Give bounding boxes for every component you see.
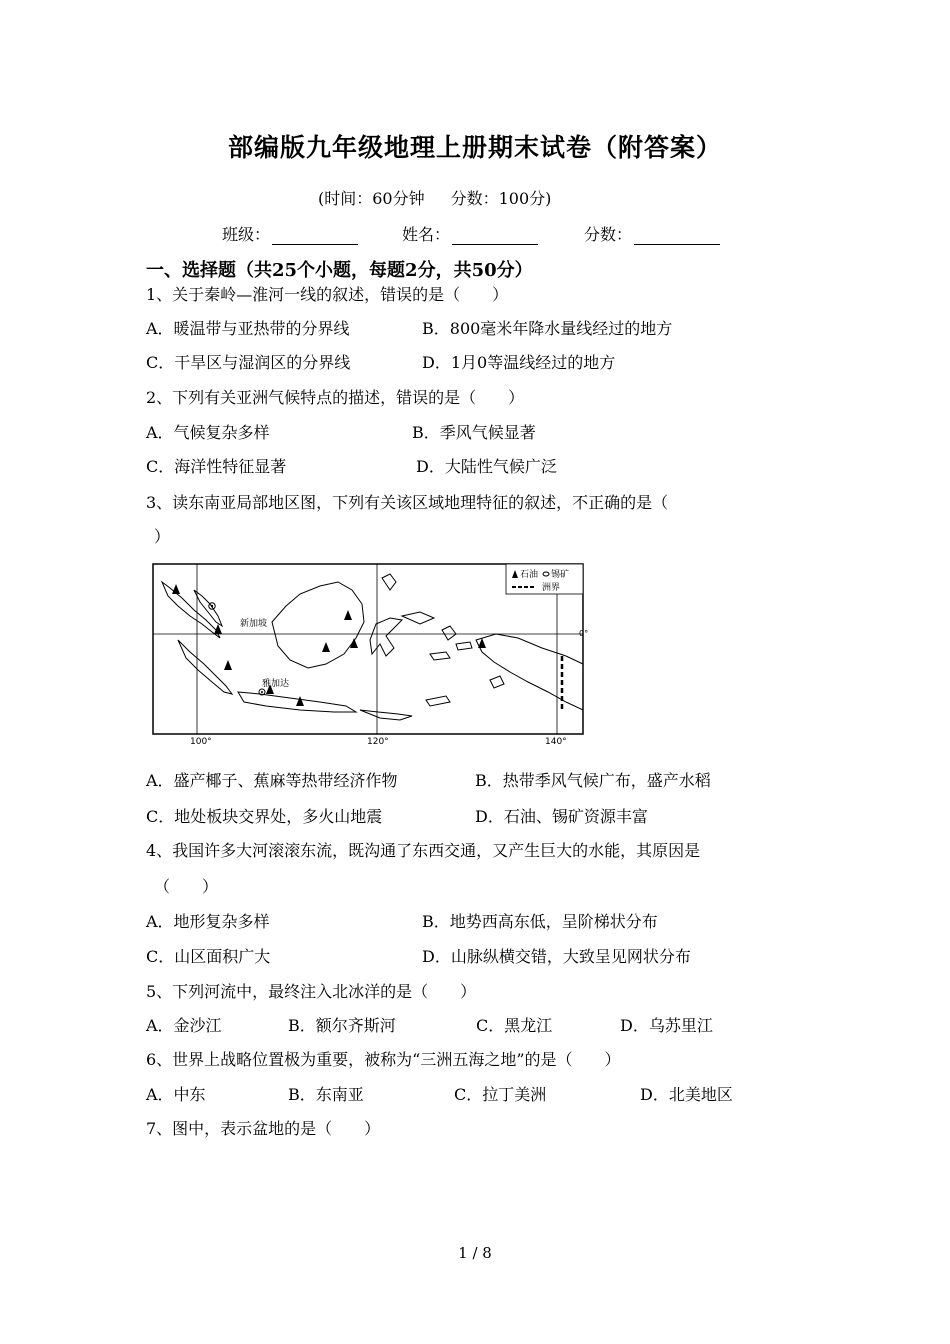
legend-boundary-label: 洲界 — [542, 583, 561, 593]
legend-tin-label: 锡矿 — [551, 570, 570, 580]
option: B．季风气候显著 — [412, 423, 536, 442]
name-label: 姓名： — [402, 225, 451, 244]
question-stem: 7、图中，表示盆地的是（ ） — [146, 1119, 381, 1138]
maluku-island — [442, 626, 456, 640]
lon-label-100: 100° — [190, 737, 212, 747]
option: C．拉丁美洲 — [454, 1085, 547, 1104]
option: D．乌苏里江 — [620, 1016, 713, 1035]
legend-oil-label: 石油 — [520, 570, 539, 580]
lon-label-120: 120° — [367, 737, 389, 747]
class-label: 班级： — [222, 225, 271, 244]
option: A．暖温带与亚热带的分界线 — [146, 319, 350, 338]
option: C．地处板块交界处，多火山地震 — [146, 807, 383, 826]
option: C．海洋性特征显著 — [146, 457, 287, 476]
option: A．地形复杂多样 — [146, 912, 270, 931]
option: D．1月0等温线经过的地方 — [422, 353, 616, 372]
lon-label-140: 140° — [545, 737, 567, 747]
exam-info — [318, 186, 577, 209]
option: B．地势西高东低，呈阶梯状分布 — [422, 912, 658, 931]
score-field — [584, 222, 720, 245]
new-guinea-island — [476, 634, 583, 710]
question-stem: 5、下列河流中，最终注入北冰洋的是（ ） — [146, 982, 477, 1001]
small-island — [430, 652, 450, 660]
class-blank[interactable] — [272, 228, 358, 245]
lesser-sunda — [360, 710, 412, 720]
score-label: 分数： — [584, 225, 633, 244]
oil-icon — [350, 638, 358, 648]
question-stem: 1、关于秦岭—淮河一线的叙述，错误的是（ ） — [146, 285, 509, 304]
option: C．山区面积广大 — [146, 947, 271, 966]
option: B．热带季风气候广布，盛产水稻 — [475, 771, 711, 790]
class-field — [222, 222, 358, 245]
label-jakarta: 雅加达 — [262, 679, 290, 689]
question-stem: 6、世界上战略位置极为重要，被称为“三洲五海之地”的是（ ） — [146, 1050, 621, 1069]
small-island — [490, 676, 504, 688]
option: C．黑龙江 — [476, 1016, 553, 1035]
option: A．气候复杂多样 — [146, 423, 270, 442]
name-field — [402, 222, 538, 245]
label-singapore: 新加坡 — [240, 619, 268, 629]
option: B．东南亚 — [288, 1085, 364, 1104]
question-stem: 3、读东南亚局部地区图，下列有关该区域地理特征的叙述，不正确的是（ — [146, 493, 669, 512]
section-heading: 一、选择题（共25个小题，每题2分，共50分） — [146, 260, 533, 281]
oil-icon — [344, 610, 352, 620]
philippines-north — [382, 574, 396, 590]
oil-icon — [322, 642, 330, 652]
option: A．盛产椰子、蕉麻等热带经济作物 — [146, 771, 398, 790]
question-stem-cont: ） — [154, 527, 171, 546]
tin-icon-dot — [211, 605, 213, 607]
small-island — [456, 642, 472, 650]
oil-icon — [172, 584, 180, 594]
timor-island — [426, 696, 450, 706]
page-number: 1 / 8 — [458, 1244, 492, 1262]
exam-time: (时间：60分钟 — [318, 189, 425, 208]
option: D．大陆性气候广泛 — [416, 457, 557, 476]
exam-score: 分数：100分) — [450, 189, 552, 208]
option: B．额尔齐斯河 — [288, 1016, 396, 1035]
score-blank[interactable] — [634, 228, 720, 245]
sulawesi-island — [370, 618, 402, 656]
question-stem-cont: （ ） — [154, 877, 219, 896]
sumatra-land — [162, 582, 220, 638]
oil-icon — [296, 696, 304, 706]
option: D．山脉纵横交错，大致呈见网状分布 — [422, 947, 691, 966]
capital-icon-dot — [261, 691, 263, 693]
sumatra-south — [178, 640, 232, 694]
southeast-asia-map — [150, 560, 589, 750]
option: D．石油、锡矿资源丰富 — [475, 807, 648, 826]
oil-icon — [224, 660, 232, 670]
lat-label-0: 0° — [579, 629, 589, 638]
peninsula-land — [194, 590, 222, 626]
java-island — [238, 692, 356, 712]
mindanao-island — [402, 612, 434, 624]
option: C．干旱区与湿润区的分界线 — [146, 353, 351, 372]
option: D．北美地区 — [640, 1085, 733, 1104]
name-blank[interactable] — [452, 228, 538, 245]
borneo-island — [272, 582, 364, 668]
option: A．金沙江 — [146, 1016, 222, 1035]
option: A．中东 — [146, 1085, 206, 1104]
question-stem: 2、下列有关亚洲气候特点的描述，错误的是（ ） — [146, 388, 525, 407]
page-title: 部编版九年级地理上册期末试卷（附答案） — [227, 133, 722, 162]
question-stem: 4、我国许多大河滚滚东流，既沟通了东西交通，又产生巨大的水能，其原因是 — [146, 841, 701, 860]
option: B．800毫米年降水量线经过的地方 — [422, 319, 673, 338]
